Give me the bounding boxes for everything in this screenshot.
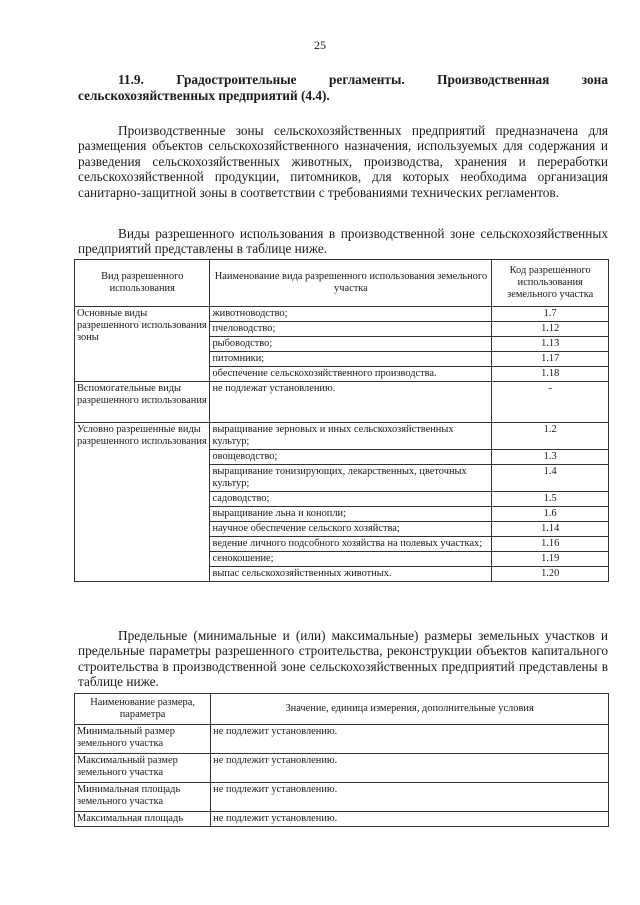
use-code: 1.19 [492, 552, 609, 567]
use-name: выращивание льна и конопли; [210, 507, 492, 522]
table-row [75, 382, 609, 423]
header-use-name: Наименование вида разрешенного использования земельного участка [210, 260, 492, 307]
use-code: 1.6 [492, 507, 609, 522]
use-name: сенокошение; [210, 552, 492, 567]
table1-intro-paragraph: Виды разрешенного использования в производственной зоне сельскохозяйственных предприятий представлены в таблице ниже. [78, 226, 608, 257]
use-code: 1.20 [492, 567, 609, 582]
use-name: пчеловодство; [210, 322, 492, 337]
use-code: 1.4 [492, 465, 609, 492]
section-heading: 11.9. Градостроительные регламенты. Производственная зона сельскохозяйственных предприятий (4.4). [78, 72, 608, 103]
use-code: 1.5 [492, 492, 609, 507]
group-label-main: Основные виды разрешенного использования зоны [75, 307, 210, 382]
header-use-code: Код разрешенного использования земельного участка [492, 260, 609, 307]
table-header-row [75, 260, 609, 307]
use-name: научное обеспечение сельского хозяйства; [210, 522, 492, 537]
use-name: животноводство; [210, 307, 492, 322]
use-code: 1.13 [492, 337, 609, 352]
use-code: 1.2 [492, 423, 609, 450]
table-header-row [75, 694, 609, 725]
use-code: 1.12 [492, 322, 609, 337]
parameter-value: не подлежит установлению. [211, 754, 609, 783]
header-use-type: Вид разрешенного использования [75, 260, 210, 307]
use-name: овощеводство; [210, 450, 492, 465]
table-row [75, 783, 609, 812]
use-code: 1.18 [492, 367, 609, 382]
use-name: садоводство; [210, 492, 492, 507]
use-code: 1.16 [492, 537, 609, 552]
table2-intro-paragraph: Предельные (минимальные и (или) максимальные) размеры земельных участков и предельные параметры разрешенного строительства, реконструкции объектов капитального строительства в производственной зоне сельскохозяйственных предприятий представлены в таблице ниже. [78, 628, 608, 690]
table-row [75, 725, 609, 754]
group-label-conditional: Условно разрешенные виды разрешенного использования [75, 423, 210, 582]
header-parameter-value: Значение, единица измерения, дополнительные условия [211, 694, 609, 725]
use-code: - [492, 382, 609, 423]
table-row [75, 423, 609, 450]
intro-paragraph: Производственные зоны сельскохозяйственных предприятий предназначена для размещения объектов сельскохозяйственного назначения, используемых для содержания и разведения сельскохозяйственных животных, производства, хранения и переработки сельскохозяйственной продукции, питомников, для которых необходима организация санитарно-защитной зоны в соответствии с требованиями технических регламентов. [78, 123, 608, 200]
parameter-value: не подлежит установлению. [211, 812, 609, 827]
use-name: обеспечение сельскохозяйственного производства. [210, 367, 492, 382]
parameter-name: Максимальный размер земельного участка [75, 754, 211, 783]
use-name: ведение личного подсобного хозяйства на полевых участках; [210, 537, 492, 552]
use-code: 1.14 [492, 522, 609, 537]
use-name: выпас сельскохозяйственных животных. [210, 567, 492, 582]
use-name: не подлежат установлению. [210, 382, 492, 423]
parameter-name: Минимальная площадь земельного участка [75, 783, 211, 812]
use-name: питомники; [210, 352, 492, 367]
parameter-value: не подлежит установлению. [211, 783, 609, 812]
group-label-auxiliary: Вспомогательные виды разрешенного использования [75, 382, 210, 423]
parameters-table [74, 693, 609, 827]
parameter-value: не подлежит установлению. [211, 725, 609, 754]
header-parameter-name: Наименование размера, параметра [75, 694, 211, 725]
use-name: выращивание зерновых и иных сельскохозяйственных культур; [210, 423, 492, 450]
parameter-name: Минимальный размер земельного участка [75, 725, 211, 754]
use-code: 1.17 [492, 352, 609, 367]
permitted-use-table [74, 259, 609, 582]
parameter-name: Максимальная площадь [75, 812, 211, 827]
table-row [75, 307, 609, 322]
table-row [75, 812, 609, 827]
use-code: 1.7 [492, 307, 609, 322]
page-number: 25 [314, 38, 326, 52]
use-code: 1.3 [492, 450, 609, 465]
use-name: рыбоводство; [210, 337, 492, 352]
use-name: выращивание тонизирующих, лекарственных, цветочных культур; [210, 465, 492, 492]
table-row [75, 754, 609, 783]
